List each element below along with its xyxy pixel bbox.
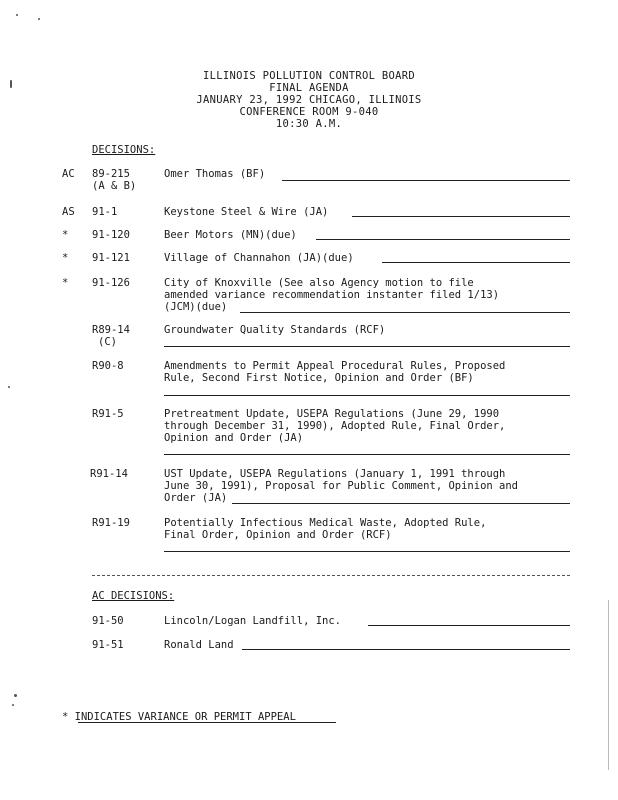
signature-line xyxy=(164,395,570,396)
item-description: through December 31, 1990), Adopted Rule, Final Order, xyxy=(164,420,506,432)
scan-speck xyxy=(12,704,14,706)
docket-number: R90-8 xyxy=(92,360,124,372)
docket-number: R89-14 xyxy=(92,324,130,336)
signature-line xyxy=(382,262,570,263)
docket-number: R91-5 xyxy=(92,408,124,420)
decisions-heading: DECISIONS: xyxy=(92,144,156,156)
item-description: Omer Thomas (BF) xyxy=(164,168,266,180)
item-marker: AS xyxy=(62,206,75,218)
meeting-room: CONFERENCE ROOM 9-040 xyxy=(239,106,379,118)
signature-line xyxy=(240,312,570,313)
item-description: Potentially Infectious Medical Waste, Adopted Rule, xyxy=(164,517,487,529)
item-description: Final Order, Opinion and Order (RCF) xyxy=(164,529,392,541)
signature-line xyxy=(232,503,570,504)
scan-speck xyxy=(14,694,17,697)
docket-number: 89-215 xyxy=(92,168,130,180)
docket-number: 91-120 xyxy=(92,229,130,241)
docket-number: 91-126 xyxy=(92,277,130,289)
board-name: ILLINOIS POLLUTION CONTROL BOARD xyxy=(203,70,415,82)
item-description: amended variance recommendation instanter filed 1/13) xyxy=(164,289,500,301)
docket-number: R91-19 xyxy=(92,517,130,529)
ac-decisions-heading: AC DECISIONS: xyxy=(92,590,175,602)
footnote-underline xyxy=(78,722,336,723)
item-description: Village of Channahon (JA)(due) xyxy=(164,252,354,264)
docket-subpart: (A & B) xyxy=(92,180,137,192)
scan-speck xyxy=(16,14,18,16)
scan-edge xyxy=(608,600,609,770)
docket-number: 91-1 xyxy=(92,206,118,218)
signature-line xyxy=(164,346,570,347)
meeting-time: 10:30 A.M. xyxy=(275,118,343,130)
item-description: Amendments to Permit Appeal Procedural Rules, Proposed xyxy=(164,360,506,372)
item-description: UST Update, USEPA Regulations (January 1, 1991 through xyxy=(164,468,506,480)
docket-number: 91-51 xyxy=(92,639,124,651)
item-description: Order (JA) xyxy=(164,492,228,504)
scan-speck xyxy=(10,80,12,88)
signature-line xyxy=(316,239,570,240)
item-description: Keystone Steel & Wire (JA) xyxy=(164,206,329,218)
item-marker: AC xyxy=(62,168,75,180)
item-description: Pretreatment Update, USEPA Regulations (June 29, 1990 xyxy=(164,408,500,420)
item-marker: * xyxy=(62,229,69,241)
item-description: June 30, 1991), Proposal for Public Comment, Opinion and xyxy=(164,480,519,492)
docket-number: R91-14 xyxy=(90,468,128,480)
item-marker: * xyxy=(62,252,69,264)
section-divider xyxy=(92,575,570,576)
footnote: * INDICATES VARIANCE OR PERMIT APPEAL xyxy=(62,711,296,723)
item-description: Opinion and Order (JA) xyxy=(164,432,304,444)
agenda-title: FINAL AGENDA xyxy=(269,82,349,94)
signature-line xyxy=(368,625,570,626)
scan-speck xyxy=(38,18,40,20)
signature-line xyxy=(282,180,570,181)
docket-number: 91-121 xyxy=(92,252,130,264)
item-description: Groundwater Quality Standards (RCF) xyxy=(164,324,386,336)
signature-line xyxy=(352,216,570,217)
item-description: City of Knoxville (See also Agency motion to file xyxy=(164,277,474,289)
item-description: Beer Motors (MN)(due) xyxy=(164,229,297,241)
meeting-date-location: JANUARY 23, 1992 CHICAGO, ILLINOIS xyxy=(196,94,422,106)
item-description: Ronald Land xyxy=(164,639,234,651)
signature-line xyxy=(164,551,570,552)
docket-subpart: (C) xyxy=(98,336,117,348)
item-description: Rule, Second First Notice, Opinion and Order (BF) xyxy=(164,372,474,384)
item-marker: * xyxy=(62,277,69,289)
docket-number: 91-50 xyxy=(92,615,124,627)
signature-line xyxy=(242,649,570,650)
item-description: (JCM)(due) xyxy=(164,301,228,313)
signature-line xyxy=(164,454,570,455)
item-description: Lincoln/Logan Landfill, Inc. xyxy=(164,615,342,627)
scan-speck xyxy=(8,386,10,388)
